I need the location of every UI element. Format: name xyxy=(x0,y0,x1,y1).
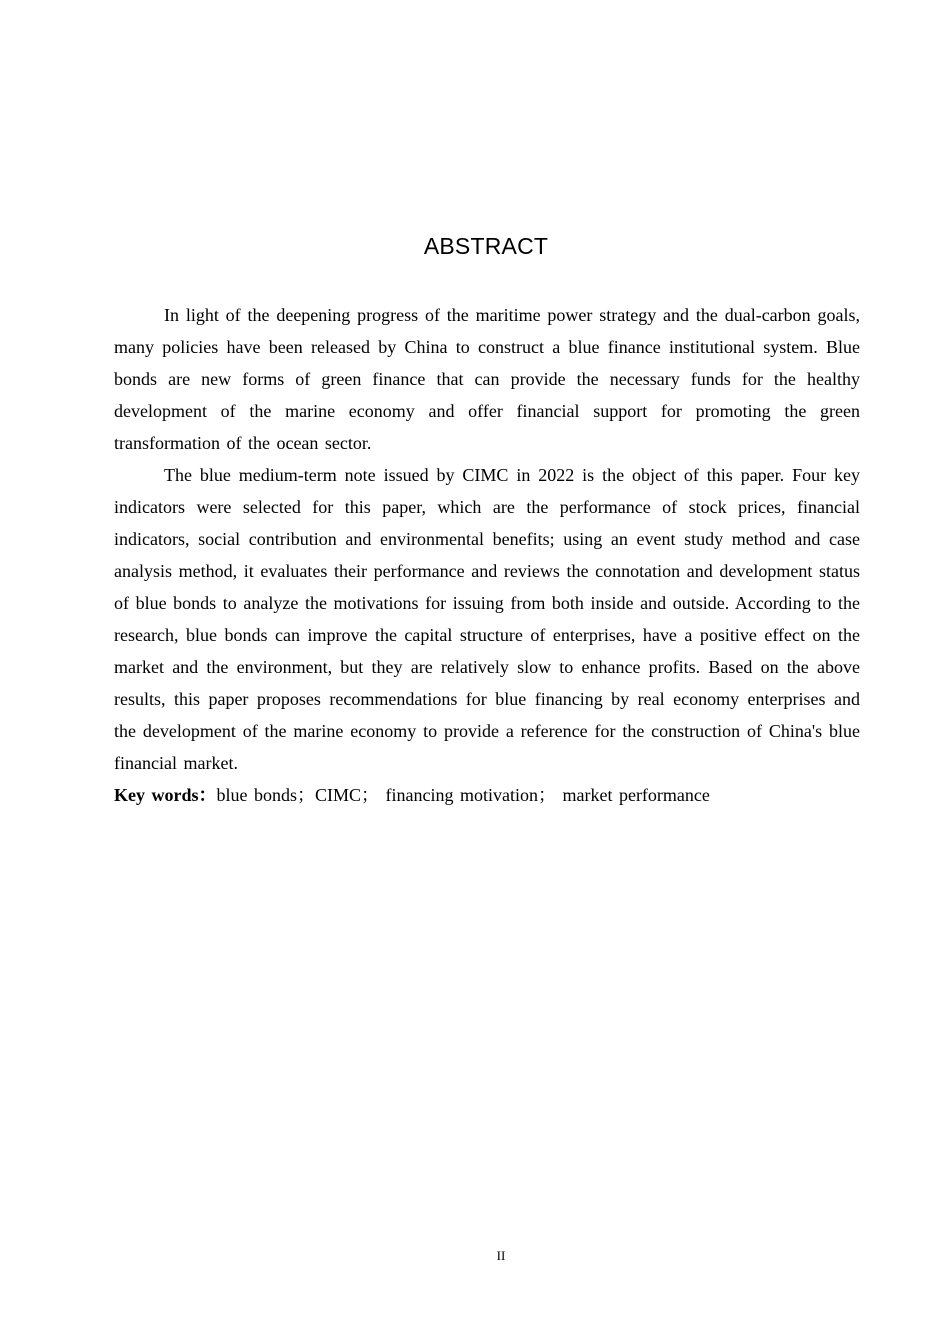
abstract-title: ABSTRACT xyxy=(423,233,549,259)
keywords-label: Key words： xyxy=(114,785,217,805)
abstract-paragraph-2: The blue medium-term note issued by CIMC in 2022 is the object of this paper. Four key indicators were selected for this paper, which are the performance of stock prices, financial indicators, social contribution and environmental benefits; using an event study method and case analysis method, it evaluates their performance and reviews the connotation and development status of blue bonds to analyze the motivations for issuing from both inside and outside. According to the research, blue bonds can improve the capital structure of enterprises, have a positive effect on the market and the environment, but they are relatively slow to enhance profits. Based on the above results, this paper proposes recommendations for blue financing by real economy enterprises and the development of the marine economy to provide a reference for the construction of China's blue financial market. xyxy=(114,465,860,773)
abstract-body xyxy=(114,299,860,811)
keywords-text: blue bonds；CIMC； financing motivation； market performance xyxy=(216,785,710,805)
keywords-line xyxy=(114,779,860,811)
page-number: II xyxy=(496,1248,506,1263)
abstract-paragraph-1: In light of the deepening progress of the maritime power strategy and the dual-carbon goals, many policies have been released by China to construct a blue finance institutional system. Blue bonds are new forms of green finance that can provide the necessary funds for the healthy development of the marine economy and offer financial support for promoting the green transformation of the ocean sector. xyxy=(114,305,860,453)
